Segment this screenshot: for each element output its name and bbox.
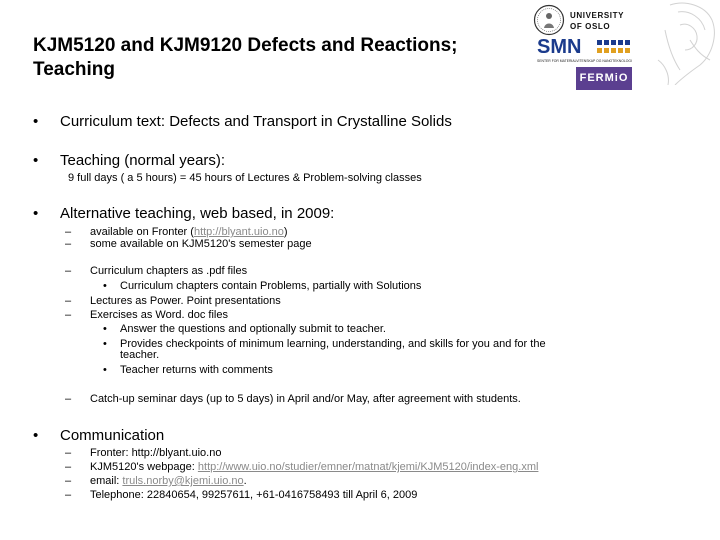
comm-fronter: Fronter: http://blyant.uio.no (90, 447, 222, 459)
comm-telephone: Telephone: 22840654, 99257611, +61-0416758493 till April 6, 2009 (90, 489, 418, 501)
university-of-oslo-logo-text (570, 10, 624, 32)
alt-sub-item-exercises: Exercises as Word. doc files (90, 309, 228, 321)
alt-sub-item-pdf-detail: Curriculum chapters contain Problems, partially with Solutions (120, 280, 422, 292)
bullet-icon: • (33, 113, 39, 130)
comm-email (90, 475, 247, 487)
bullet-icon: • (103, 323, 107, 335)
smn-subtitle: SENTER FOR MATERIALVITENSKAP OG NANOTEKNOLOGI (537, 59, 632, 63)
comm-webpage-label: KJM5120's webpage: (90, 461, 198, 473)
dash-icon: – (65, 309, 72, 321)
exercise-detail-returns: Teacher returns with comments (120, 364, 273, 376)
exercise-detail-checkpoints-line1: Provides checkpoints of minimum learning, understanding, and skills for you and for the (120, 338, 546, 350)
university-line1: UNIVERSITY (570, 11, 625, 20)
teaching-note: 9 full days ( a 5 hours) = 45 hours of Lectures & Problem-solving classes (68, 172, 422, 184)
exercise-detail-answer: Answer the questions and optionally submit to teacher. (120, 323, 386, 335)
fronter-link[interactable]: http://blyant.uio.no (193, 226, 284, 238)
dash-icon: – (65, 295, 72, 307)
alt-sub-item-fronter-pre: available on Fronter ( (90, 226, 194, 238)
dash-icon: – (65, 489, 72, 501)
bullet-icon: • (103, 338, 107, 350)
watermark-figure-icon (650, 0, 720, 85)
alternative-teaching-item: Alternative teaching, web based, in 2009: (60, 205, 335, 222)
bullet-icon: • (103, 364, 107, 376)
dash-icon: – (65, 461, 72, 473)
university-seal-icon (533, 4, 565, 36)
dash-icon: – (65, 238, 72, 250)
comm-email-label: email: (90, 475, 123, 487)
alt-sub-item-lectures: Lectures as Power. Point presentations (90, 295, 281, 307)
slide-title-line2: Teaching (33, 59, 115, 80)
bullet-icon: • (33, 152, 39, 169)
alt-sub-item-fronter (90, 226, 288, 238)
dash-icon: – (65, 447, 72, 459)
smn-dots-icon (597, 40, 633, 56)
bullet-icon: • (33, 205, 39, 222)
comm-email-post: . (243, 475, 247, 487)
comm-webpage (90, 461, 538, 473)
dash-icon: – (65, 265, 72, 277)
university-line2: OF OSLO (570, 22, 611, 31)
dash-icon: – (65, 226, 72, 238)
dash-icon: – (65, 393, 72, 405)
fermio-logo: FERMiO (576, 67, 632, 90)
exercise-detail-checkpoints-line2: teacher. (120, 349, 160, 361)
bullet-icon: • (103, 280, 107, 292)
communication-item: Communication (60, 427, 165, 444)
curriculum-item: Curriculum text: Defects and Transport in Crystalline Solids (60, 113, 452, 130)
webpage-link[interactable]: http://www.uio.no/studier/emner/matnat/kjemi/KJM5120/index-eng.xml (197, 461, 539, 473)
dash-icon: – (65, 475, 72, 487)
alt-sub-item-catchup: Catch-up seminar days (up to 5 days) in April and/or May, after agreement with students. (90, 393, 521, 405)
teaching-item: Teaching (normal years): (60, 152, 226, 169)
slide-title-line1: KJM5120 and KJM9120 Defects and Reactions; (33, 35, 458, 56)
alt-sub-item-semester-page: some available on KJM5120's semester page (90, 238, 312, 250)
alt-sub-item-pdf: Curriculum chapters as .pdf files (90, 265, 248, 277)
alt-sub-item-fronter-post: ) (283, 226, 288, 238)
bullet-icon: • (33, 427, 39, 444)
email-link[interactable]: truls.norby@kjemi.uio.no (122, 475, 244, 487)
slide-title (33, 34, 503, 82)
smn-logo: SMN (537, 36, 582, 58)
